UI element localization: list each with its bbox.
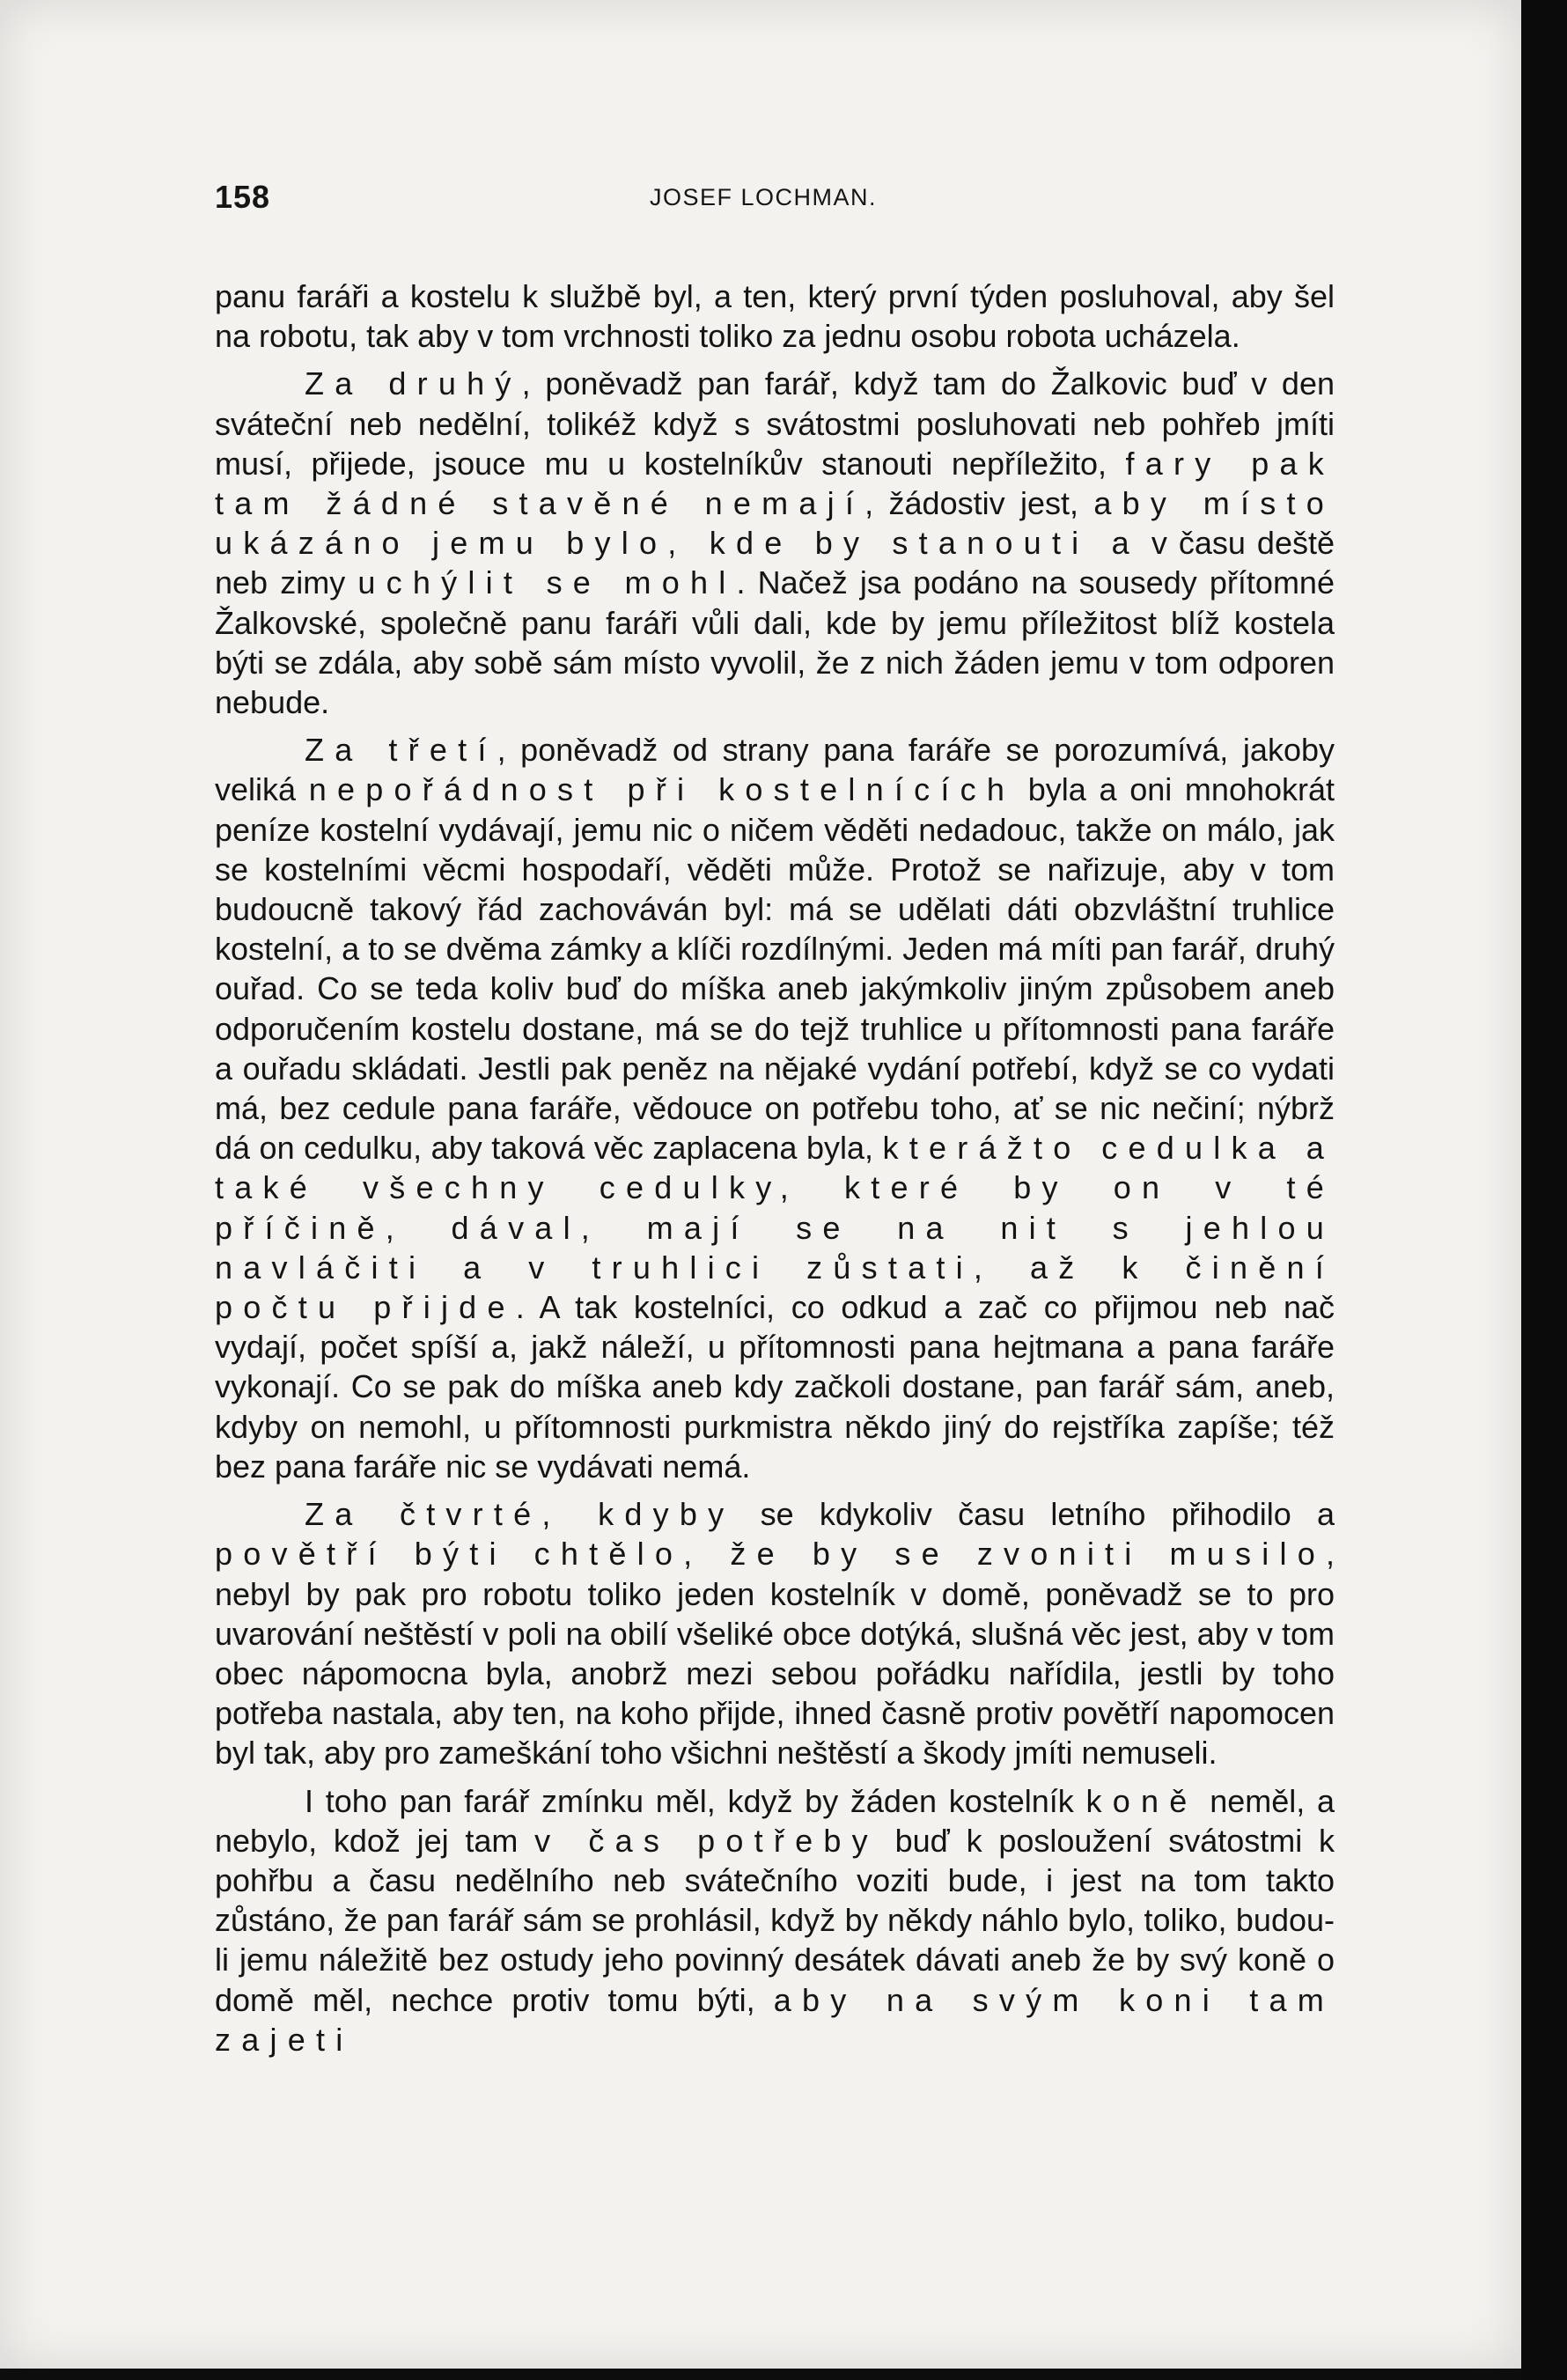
text-segment: se kdykoliv času letního přihodilo a — [734, 1496, 1335, 1533]
spaced-text: povětří býti chtělo, že by se zvoniti musilo — [215, 1536, 1326, 1573]
spaced-text: Za druhý — [305, 365, 522, 402]
text-segment: panu faráři a kostelu k službě byl, a ten, který první týden posluhoval, aby šel na robotu, tak aby v tom vrchnosti toliko za jednu osobu robota ucházela. — [215, 278, 1335, 355]
paragraph-3 — [215, 730, 1335, 1486]
spaced-text: fary pak tam žádné stavěné nemají — [215, 445, 1335, 522]
spaced-text: Za čtvrté, kdyby — [305, 1496, 735, 1533]
page-number: 158 — [215, 179, 271, 215]
spaced-text: aby místo ukázáno jemu bylo, kde by stanouti a — [215, 485, 1335, 562]
spaced-text: uchýlit se mohl — [357, 564, 737, 601]
paragraph-5 — [215, 1781, 1335, 2059]
spaced-text: koně — [1085, 1782, 1198, 1819]
text-segment: neměl, a nebylo, kdož jej tam — [215, 1782, 1335, 1859]
spaced-text: v čas potřeby — [534, 1822, 879, 1859]
text-segment: byla a oni mnohokrát peníze kostelní vydávají, jemu nic o ničem věděti nedadouc, takže on málo, jak se kostelními věcmi hospodaří, věděti může. Protož se nařizuje, aby v tom budoucně takový řád zachováván byl: má se udělati dáti obzvláštní truhlice kostelní, a to se dvěma zámky a klíči rozdílnými. Jeden má míti pan farář, druhý ouřad. Co se teda koliv buď do míška aneb jakýmkoliv jiným způsobem aneb odporučením kostelu dostane, má se do tejž truhlice u přítomnosti pana faráře a ouřadu skládati. Jestli pak peněz na nějaké vydání potřebí, když se co vydati má, bez cedule pana faráře, vědouce on potřebu toho, ať se nic nečiní; nýbrž dá on cedulku, aby taková věc zaplacena byla, — [215, 771, 1335, 1167]
body-text — [215, 276, 1335, 2067]
paragraph-2 — [215, 364, 1335, 722]
spaced-text: Za třetí — [305, 732, 497, 769]
running-title: JOSEF LOCHMAN. — [650, 184, 878, 210]
text-segment: , žádostiv jest, — [864, 485, 1094, 522]
text-segment: v času deště neb zimy — [215, 525, 1335, 601]
paragraph-1 — [215, 276, 1335, 356]
text-segment: . Načež jsa podáno na sousedy přítomné Žalkovské, společně panu faráři vůli dali, kde by jemu příležitost blíž kostela býti se zdála, aby sobě sám místo vyvolil, že z nich žáden jemu v tom odporen nebude. — [215, 564, 1335, 721]
spaced-text: aby na svým koni tam zajeti — [215, 1981, 1335, 2058]
running-head — [215, 179, 1342, 232]
text-segment: , poněvadž od strany pana faráře se porozumívá, jakoby veliká — [215, 732, 1335, 808]
paragraph-4 — [215, 1494, 1335, 1772]
text-segment: , poněvadž pan farář, když tam do Žalkovic buď v den sváteční neb nedělní, tolikéž když s svátostmi posluhovati neb pohřeb jmíti musí, přijede, jsouce mu u kostelníkův stanouti nepříležito, — [215, 365, 1335, 482]
scan-dark-edge — [1521, 0, 1567, 2380]
spaced-text: nepořádnost při kostelnících — [308, 771, 1016, 808]
text-segment: , nebyl by pak pro robotu toliko jeden kostelník v domě, poněvadž se to pro uvarování neštěstí v poli na obilí všeliké obce dotýká, slušná věc jest, aby v tom obec nápomocna byla, anobrž mezi sebou pořádku nařídila, jestli by toho potřeba nastala, aby ten, na koho přijde, ihned časně protiv povětří napomocen byl tak, aby pro zameškání toho všichni neštěstí a škody jmíti nemuseli. — [215, 1536, 1335, 1772]
text-segment: buď k posloužení svátostmi k pohřbu a času nedělního neb svátečního voziti bude, i jest na tom takto zůstáno, že pan farář sám se prohlásil, když by někdy náhlo bylo, toliko, budou-li jemu náležitě bez ostudy jeho povinný desátek dávati aneb že by svý koně o domě měl, nechce protiv tomu býti, — [215, 1822, 1335, 2018]
spaced-text: kterážto cedulka a také všechny cedulky, které by on v té příčině, dával, mají se na nit s jehlou navláčiti a v truhlici zůstati, až k činění počtu přijde — [215, 1130, 1335, 1326]
text-segment: . A tak kostelníci, co odkud a zač co přijmou neb nač vydají, počet spíší a, jakž náleží, u přítomnosti pana hejtmana a pana faráře vykonají. Co se pak do míška aneb kdy začkoli dostane, pan farář sám, aneb, kdyby on nemohl, u přítomnosti purkmistra někdo jiný do rejstříka zapíše; též bez pana faráře nic se vydávati nemá. — [215, 1289, 1335, 1485]
text-segment: I toho pan farář zmínku měl, když by žáden kostelník — [305, 1782, 1086, 1819]
